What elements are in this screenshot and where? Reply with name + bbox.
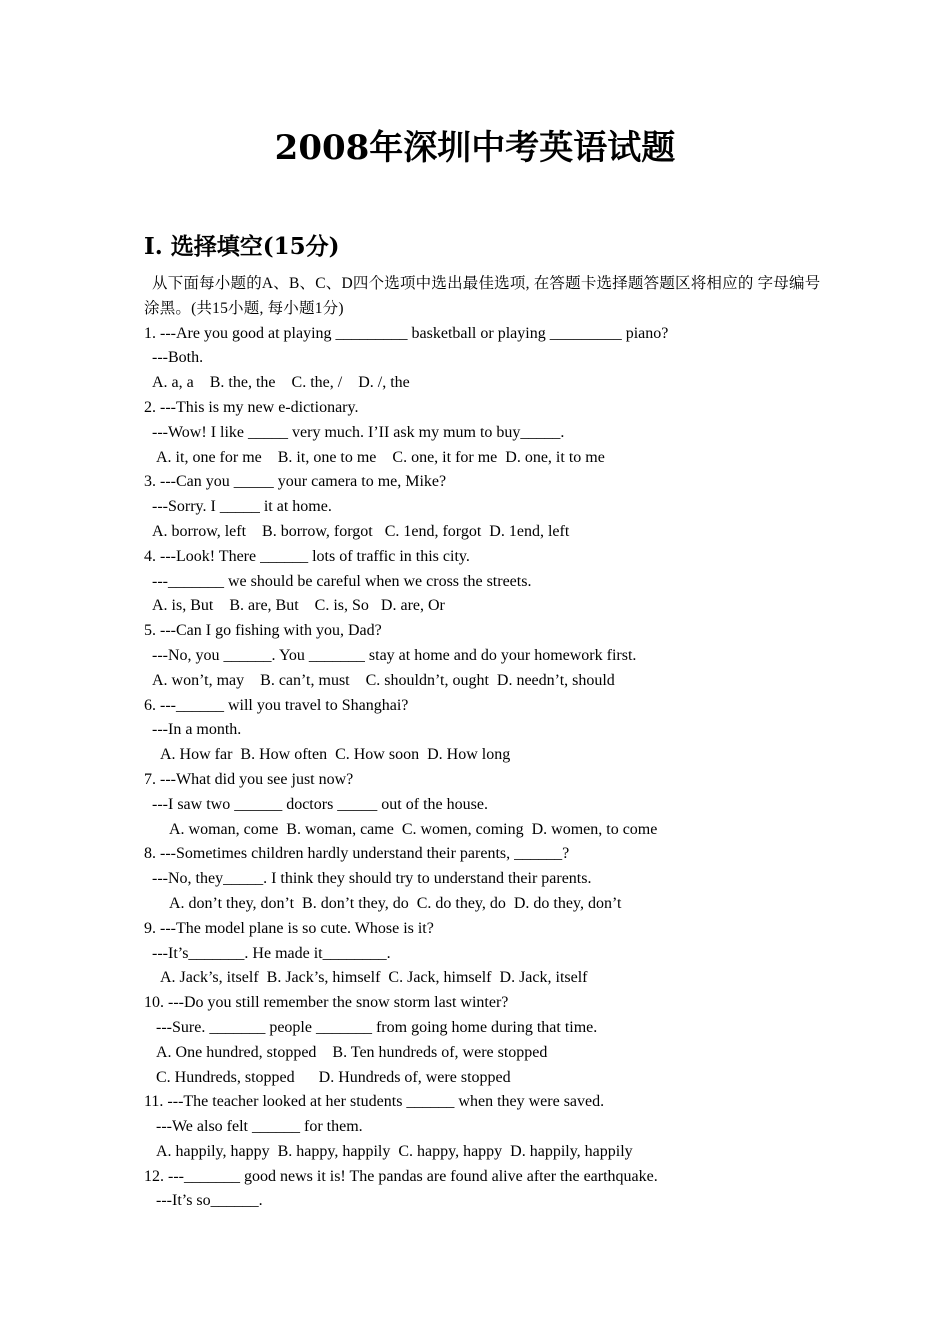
answer-options: A. How far B. How often C. How soon D. How long [160, 746, 511, 764]
question-stem: 4. ---Look! There ______ lots of traffic in this city. [144, 547, 470, 565]
question-stem: 10. ---Do you still remember the snow storm last winter? [144, 994, 509, 1012]
dialogue-line: ---Sure. _______ people _______ from going home during that time. [156, 1018, 598, 1036]
answer-options: A. is, But B. are, But C. is, So D. are, Or [152, 597, 445, 615]
question-stem: 11. ---The teacher looked at her students ______ when they were saved. [144, 1093, 605, 1111]
question-stem: 7. ---What did you see just now? [144, 770, 354, 788]
answer-options: A. it, one for me B. it, one to me C. one, it for me D. one, it to me [156, 448, 605, 466]
question-list [144, 322, 824, 1215]
answer-options: A. One hundred, stopped B. Ten hundreds of, were stopped [156, 1043, 548, 1061]
question-stem: 12. ---_______ good news it is! The pandas are found alive after the earthquake. [144, 1167, 658, 1185]
section-instructions: 从下面每小题的A、B、C、D四个选项中选出最佳选项, 在答题卡选择题答题区将相应的 字母编号涂黑。(共15小题, 每小题1分) [144, 275, 821, 317]
answer-options: A. a, a B. the, the C. the, / D. /, the [152, 374, 410, 392]
question-stem: 9. ---The model plane is so cute. Whose is it? [144, 919, 434, 937]
question-stem: 6. ---______ will you travel to Shanghai? [144, 696, 409, 714]
answer-options: A. happily, happy B. happy, happily C. happy, happy D. happily, happily [156, 1142, 633, 1160]
answer-options: A. don’t they, don’t B. don’t they, do C. do they, do D. do they, don’t [169, 894, 622, 912]
answer-options: A. won’t, may B. can’t, must C. shouldn’t, ought D. needn’t, should [152, 671, 615, 689]
dialogue-line: ---Sorry. I _____ it at home. [152, 498, 332, 516]
question-stem: 8. ---Sometimes children hardly understand their parents, ______? [144, 845, 570, 863]
dialogue-line: ---_______ we should be careful when we cross the streets. [152, 572, 532, 590]
dialogue-line: ---Wow! I like _____ very much. I’II ask my mum to buy_____. [152, 423, 565, 441]
section-heading: I. 选择填空(15分) [144, 233, 340, 260]
dialogue-line: ---No, they_____. I think they should try to understand their parents. [152, 870, 592, 888]
question-stem: 2. ---This is my new e-dictionary. [144, 398, 359, 416]
answer-options: C. Hundreds, stopped D. Hundreds of, were stopped [156, 1068, 511, 1086]
dialogue-line: ---I saw two ______ doctors _____ out of the house. [152, 795, 488, 813]
dialogue-line: ---It’s so______. [156, 1192, 263, 1210]
dialogue-line: ---It’s_______. He made it________. [152, 944, 391, 962]
question-stem: 3. ---Can you _____ your camera to me, Mike? [144, 473, 447, 491]
answer-options: A. borrow, left B. borrow, forgot C. 1end, forgot D. 1end, left [152, 522, 570, 540]
question-stem: 5. ---Can I go fishing with you, Dad? [144, 622, 382, 640]
answer-options: A. Jack’s, itself B. Jack’s, himself C. Jack, himself D. Jack, itself [160, 969, 588, 987]
dialogue-line: ---Both. [152, 349, 204, 367]
answer-options: A. woman, come B. woman, came C. women, coming D. women, to come [169, 820, 658, 838]
question-stem: 1. ---Are you good at playing _________ basketball or playing _________ piano? [144, 324, 669, 342]
dialogue-line: ---In a month. [152, 721, 242, 739]
page-title: 2008年深圳中考英语试题 [274, 128, 676, 168]
exam-body [144, 272, 824, 1214]
dialogue-line: ---We also felt ______ for them. [156, 1118, 363, 1136]
dialogue-line: ---No, you ______. You _______ stay at home and do your homework first. [152, 646, 637, 664]
